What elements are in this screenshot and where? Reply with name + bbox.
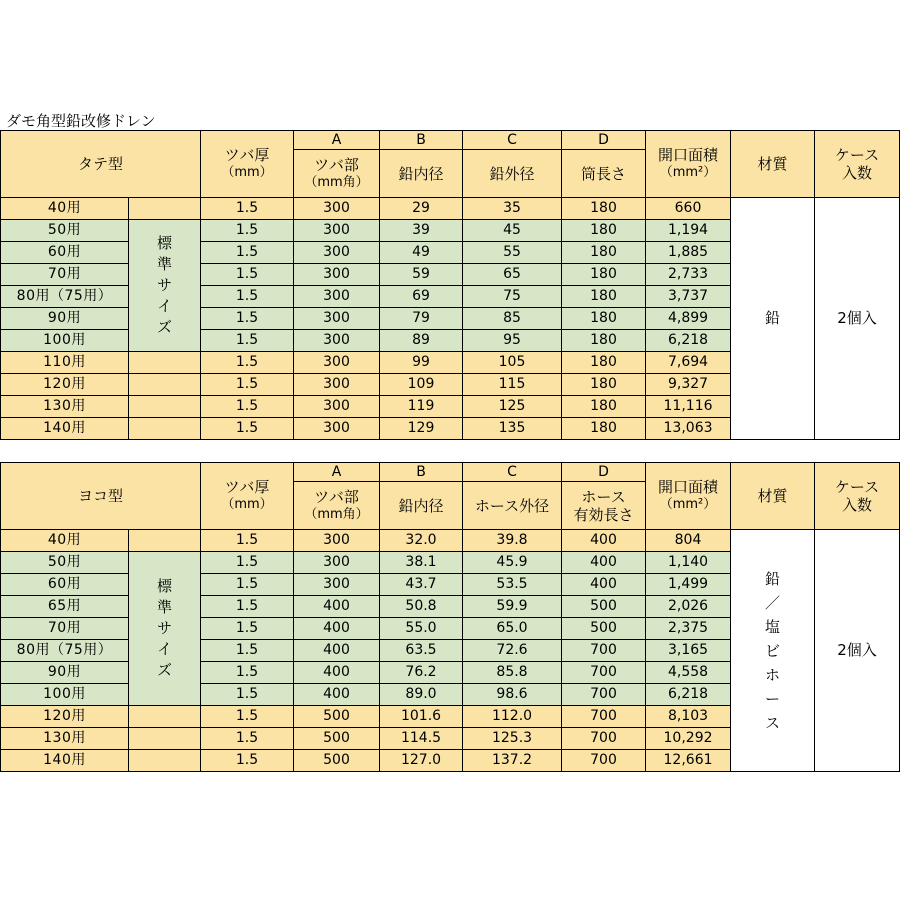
value-a: 300 (294, 530, 380, 552)
header-case-line1: ケース (834, 146, 880, 164)
value-c: 112.0 (463, 706, 562, 728)
value-b: 32.0 (380, 530, 463, 552)
value-a: 300 (294, 552, 380, 574)
header-d-letter: D (562, 131, 646, 150)
value-b: 38.1 (380, 552, 463, 574)
value-t: 1.5 (201, 530, 294, 552)
header-d-letter: D (562, 463, 646, 482)
size-cell: 90用 (1, 308, 129, 330)
value-d: 700 (562, 640, 646, 662)
value-d: 700 (562, 728, 646, 750)
empty-cell (129, 198, 201, 220)
value-t: 1.5 (201, 242, 294, 264)
header-b-label: 鉛内径 (380, 150, 463, 198)
value-t: 1.5 (201, 640, 294, 662)
standard-size-char: ズ (157, 318, 173, 336)
value-open: 1,194 (646, 220, 731, 242)
size-cell: 60用 (1, 242, 129, 264)
value-t: 1.5 (201, 286, 294, 308)
value-t: 1.5 (201, 352, 294, 374)
header-case (815, 463, 900, 530)
header-material: 材質 (731, 463, 815, 530)
value-d: 180 (562, 242, 646, 264)
value-d: 180 (562, 308, 646, 330)
value-open: 1,885 (646, 242, 731, 264)
value-a: 300 (294, 286, 380, 308)
header-case-line1: ケース (834, 478, 880, 496)
value-c: 53.5 (463, 574, 562, 596)
value-b: 55.0 (380, 618, 463, 640)
value-c: 125 (463, 396, 562, 418)
value-b: 50.8 (380, 596, 463, 618)
size-cell: 90用 (1, 662, 129, 684)
value-a: 300 (294, 308, 380, 330)
size-cell: 100用 (1, 684, 129, 706)
value-a: 300 (294, 418, 380, 440)
value-open: 13,063 (646, 418, 731, 440)
header-b-letter: B (380, 131, 463, 150)
header-a-text: ツバ部 (314, 155, 359, 174)
value-open: 2,375 (646, 618, 731, 640)
value-a: 300 (294, 574, 380, 596)
value-c: 59.9 (463, 596, 562, 618)
header-a-unit: （mm角） (304, 174, 369, 190)
header-case-line2: 入数 (842, 164, 873, 182)
type-label: タテ型 (1, 131, 201, 198)
header-tsuba-label: ツバ厚 (224, 146, 270, 164)
value-a: 300 (294, 374, 380, 396)
value-d: 700 (562, 662, 646, 684)
size-cell: 80用（75用） (1, 286, 129, 308)
empty-cell (129, 728, 201, 750)
value-open: 3,737 (646, 286, 731, 308)
value-c: 65 (463, 264, 562, 286)
value-open: 1,140 (646, 552, 731, 574)
horizontal-type-table (0, 462, 900, 772)
value-c: 85.8 (463, 662, 562, 684)
value-c: 55 (463, 242, 562, 264)
value-b: 43.7 (380, 574, 463, 596)
header-a-letter: A (294, 463, 380, 482)
header-case-line2: 入数 (842, 496, 873, 514)
value-b: 79 (380, 308, 463, 330)
header-tsuba-unit: （mm） (221, 165, 273, 180)
empty-cell (129, 418, 201, 440)
empty-cell (129, 396, 201, 418)
value-c: 115 (463, 374, 562, 396)
empty-cell (129, 530, 201, 552)
value-a: 300 (294, 352, 380, 374)
value-t: 1.5 (201, 706, 294, 728)
value-b: 99 (380, 352, 463, 374)
value-t: 1.5 (201, 750, 294, 772)
value-c: 95 (463, 330, 562, 352)
value-open: 2,733 (646, 264, 731, 286)
value-b: 114.5 (380, 728, 463, 750)
value-open: 4,899 (646, 308, 731, 330)
value-b: 129 (380, 418, 463, 440)
value-t: 1.5 (201, 552, 294, 574)
standard-size-char: 準 (157, 598, 173, 616)
header-open-unit: （mm²） (659, 497, 717, 512)
header-a-unit: （mm角） (304, 506, 369, 522)
header-tsuba (201, 131, 294, 198)
value-c: 105 (463, 352, 562, 374)
value-b: 119 (380, 396, 463, 418)
header-c-letter: C (463, 131, 562, 150)
material-char: ー (765, 689, 781, 708)
value-d: 180 (562, 220, 646, 242)
value-t: 1.5 (201, 220, 294, 242)
value-d: 180 (562, 418, 646, 440)
case-quantity-cell: 2個入 (815, 198, 900, 440)
value-b: 49 (380, 242, 463, 264)
size-cell: 130用 (1, 396, 129, 418)
empty-cell (129, 352, 201, 374)
case-quantity-cell: 2個入 (815, 530, 900, 772)
value-c: 45.9 (463, 552, 562, 574)
size-cell: 130用 (1, 728, 129, 750)
value-a: 400 (294, 662, 380, 684)
value-c: 39.8 (463, 530, 562, 552)
material-cell: 鉛 (731, 198, 815, 440)
value-t: 1.5 (201, 330, 294, 352)
standard-size-char: サ (157, 276, 173, 294)
value-d: 180 (562, 264, 646, 286)
value-t: 1.5 (201, 618, 294, 640)
material-char: ／ (765, 593, 781, 612)
value-a: 400 (294, 640, 380, 662)
value-t: 1.5 (201, 574, 294, 596)
value-open: 804 (646, 530, 731, 552)
header-open-area (646, 131, 731, 198)
value-t: 1.5 (201, 728, 294, 750)
value-t: 1.5 (201, 308, 294, 330)
header-material: 材質 (731, 131, 815, 198)
value-c: 35 (463, 198, 562, 220)
value-b: 127.0 (380, 750, 463, 772)
header-d-label (562, 482, 646, 530)
value-open: 7,694 (646, 352, 731, 374)
standard-size-char: 標 (157, 577, 173, 595)
value-d: 180 (562, 352, 646, 374)
table-row (1, 198, 900, 220)
value-c: 135 (463, 418, 562, 440)
size-cell: 70用 (1, 264, 129, 286)
value-a: 400 (294, 684, 380, 706)
value-d: 700 (562, 750, 646, 772)
size-cell: 80用（75用） (1, 640, 129, 662)
material-char: ス (765, 713, 781, 732)
header-open-label: 開口面積 (658, 478, 719, 496)
empty-cell (129, 706, 201, 728)
value-d: 500 (562, 618, 646, 640)
value-b: 69 (380, 286, 463, 308)
standard-size-label (129, 552, 201, 706)
size-cell: 50用 (1, 552, 129, 574)
header-c-label: ホース外径 (463, 482, 562, 530)
table-row (1, 530, 900, 552)
value-d: 180 (562, 330, 646, 352)
value-d: 400 (562, 574, 646, 596)
value-d: 180 (562, 198, 646, 220)
value-c: 72.6 (463, 640, 562, 662)
header-case (815, 131, 900, 198)
value-c: 75 (463, 286, 562, 308)
header-d-label: 筒長さ (562, 150, 646, 198)
header-open-area (646, 463, 731, 530)
type-label: ヨコ型 (1, 463, 201, 530)
value-c: 85 (463, 308, 562, 330)
value-open: 4,558 (646, 662, 731, 684)
material-char: ホ (765, 665, 781, 684)
value-t: 1.5 (201, 596, 294, 618)
material-char: ビ (765, 641, 781, 660)
value-d: 180 (562, 374, 646, 396)
value-open: 660 (646, 198, 731, 220)
standard-size-char: イ (157, 640, 173, 658)
standard-size-label (129, 220, 201, 352)
size-cell: 65用 (1, 596, 129, 618)
value-t: 1.5 (201, 198, 294, 220)
size-cell: 40用 (1, 530, 129, 552)
value-a: 300 (294, 396, 380, 418)
header-c-letter: C (463, 463, 562, 482)
material-cell (731, 530, 815, 772)
header-a-text: ツバ部 (314, 487, 359, 506)
value-open: 1,499 (646, 574, 731, 596)
header-a-label (294, 150, 380, 198)
value-a: 300 (294, 264, 380, 286)
size-cell: 70用 (1, 618, 129, 640)
size-cell: 100用 (1, 330, 129, 352)
header-a-letter: A (294, 131, 380, 150)
vertical-type-table (0, 130, 900, 440)
value-a: 500 (294, 750, 380, 772)
value-open: 12,661 (646, 750, 731, 772)
standard-size-char: イ (157, 297, 173, 315)
material-char: 鉛 (765, 569, 781, 588)
value-b: 109 (380, 374, 463, 396)
value-a: 400 (294, 596, 380, 618)
value-t: 1.5 (201, 418, 294, 440)
value-a: 300 (294, 242, 380, 264)
value-d: 500 (562, 596, 646, 618)
size-cell: 110用 (1, 352, 129, 374)
empty-cell (129, 750, 201, 772)
header-open-label: 開口面積 (658, 146, 719, 164)
value-b: 89.0 (380, 684, 463, 706)
value-open: 10,292 (646, 728, 731, 750)
page-title: ダモ角型鉛改修ドレン (6, 112, 156, 130)
value-b: 63.5 (380, 640, 463, 662)
empty-cell (129, 374, 201, 396)
value-open: 11,116 (646, 396, 731, 418)
value-d: 180 (562, 286, 646, 308)
value-b: 101.6 (380, 706, 463, 728)
value-b: 59 (380, 264, 463, 286)
material-char: 塩 (765, 617, 781, 636)
header-open-unit: （mm²） (659, 165, 717, 180)
value-a: 500 (294, 728, 380, 750)
size-cell: 120用 (1, 706, 129, 728)
value-c: 45 (463, 220, 562, 242)
value-c: 98.6 (463, 684, 562, 706)
header-tsuba-label: ツバ厚 (224, 478, 270, 496)
value-a: 300 (294, 220, 380, 242)
value-c: 125.3 (463, 728, 562, 750)
value-open: 2,026 (646, 596, 731, 618)
standard-size-char: サ (157, 619, 173, 637)
value-open: 3,165 (646, 640, 731, 662)
value-t: 1.5 (201, 264, 294, 286)
size-cell: 120用 (1, 374, 129, 396)
value-a: 400 (294, 618, 380, 640)
value-c: 65.0 (463, 618, 562, 640)
size-cell: 140用 (1, 418, 129, 440)
header-c-label: 鉛外径 (463, 150, 562, 198)
standard-size-char: 準 (157, 255, 173, 273)
size-cell: 140用 (1, 750, 129, 772)
size-cell: 60用 (1, 574, 129, 596)
value-t: 1.5 (201, 374, 294, 396)
value-a: 300 (294, 330, 380, 352)
standard-size-char: ズ (157, 661, 173, 679)
value-d: 700 (562, 684, 646, 706)
value-b: 89 (380, 330, 463, 352)
header-d-line2: 有効長さ (573, 505, 634, 524)
value-b: 29 (380, 198, 463, 220)
value-t: 1.5 (201, 396, 294, 418)
value-open: 8,103 (646, 706, 731, 728)
value-b: 76.2 (380, 662, 463, 684)
header-b-letter: B (380, 463, 463, 482)
value-b: 39 (380, 220, 463, 242)
value-open: 6,218 (646, 330, 731, 352)
value-d: 180 (562, 396, 646, 418)
value-d: 400 (562, 530, 646, 552)
value-open: 9,327 (646, 374, 731, 396)
standard-size-char: 標 (157, 234, 173, 252)
value-a: 300 (294, 198, 380, 220)
value-t: 1.5 (201, 684, 294, 706)
value-open: 6,218 (646, 684, 731, 706)
value-d: 700 (562, 706, 646, 728)
header-tsuba (201, 463, 294, 530)
size-cell: 40用 (1, 198, 129, 220)
value-t: 1.5 (201, 662, 294, 684)
value-a: 500 (294, 706, 380, 728)
size-cell: 50用 (1, 220, 129, 242)
header-a-label (294, 482, 380, 530)
header-d-line1: ホース (581, 487, 626, 506)
value-d: 400 (562, 552, 646, 574)
value-c: 137.2 (463, 750, 562, 772)
header-b-label: 鉛内径 (380, 482, 463, 530)
header-tsuba-unit: （mm） (221, 497, 273, 512)
